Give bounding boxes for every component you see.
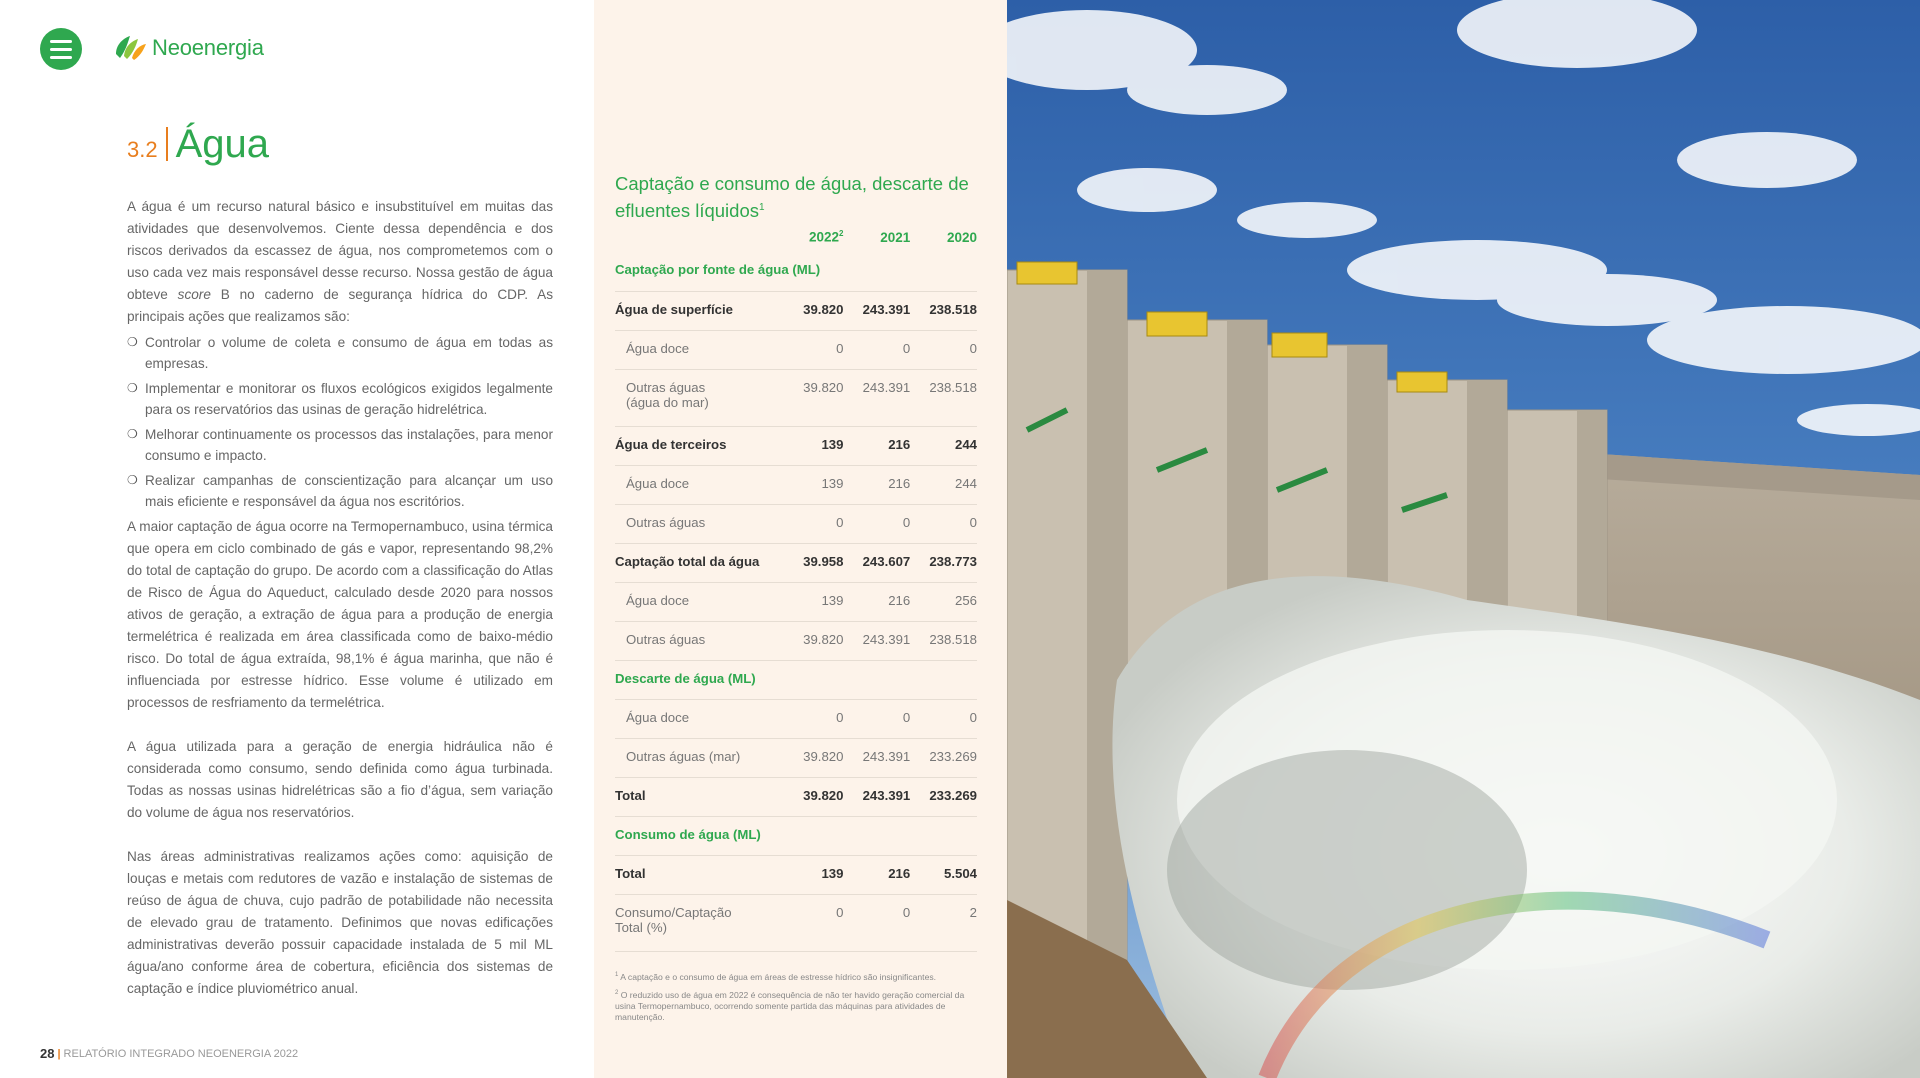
section-divider — [166, 127, 168, 161]
table-title: Captação e consumo de água, descarte de efluentes líquidos$^1$ — [615, 173, 969, 222]
table-row — [615, 330, 977, 369]
table-row — [615, 426, 977, 465]
brand-logo[interactable] — [112, 32, 264, 64]
row-label: Água doce — [626, 340, 690, 356]
column-header: 2022$^2$ — [808, 229, 844, 245]
table-row — [615, 543, 977, 582]
cell-value: 233.269 — [929, 748, 977, 764]
cell-value: 216 — [888, 592, 911, 608]
cell-value: 0 — [836, 514, 844, 530]
row-label: Consumo/Captação Total (%) — [615, 904, 732, 935]
cell-value: 39.820 — [803, 379, 844, 395]
cell-value: 139 — [821, 592, 844, 608]
row-label: Outras águas — [626, 514, 706, 530]
row-label: Água de superfície — [615, 301, 733, 317]
section-title: Água — [175, 122, 270, 166]
cell-value: 238.518 — [929, 301, 977, 317]
cell-value: 0 — [836, 340, 844, 356]
section-heading — [127, 122, 269, 167]
row-label: Água doce — [626, 592, 690, 608]
column-header: 2020 — [946, 229, 977, 245]
table-row — [615, 504, 977, 543]
row-label: Água doce — [626, 709, 690, 725]
table-row — [615, 777, 977, 816]
termopernambuco-paragraph: A maior captação de água ocorre na Termopernambuco, usina térmica que opera em ciclo combinado de gás e vapor, representando 98,2% do total de captação do grupo. De acordo com a classificação do Atlas de Risco de Água do Aqueduct, calculado desde 2020 para nossos ativos de geração, a extração de água para a produção de energia termelétrica é realizada em área classificada como de baixo-médio risco. Do total de água extraída, 98,1% é água marinha, que não é influenciada por estresse hídrico. Esse volume é utilizado em processos de resfriamento da termelétrica. — [127, 519, 553, 710]
table-category-row — [615, 252, 977, 291]
row-label: Outras águas (mar) — [626, 748, 741, 764]
cell-value: 0 — [902, 904, 911, 920]
cell-value: 0 — [902, 709, 911, 725]
cell-value: 243.391 — [862, 379, 911, 395]
cell-value: 244 — [954, 475, 977, 491]
cell-value: 238.518 — [929, 631, 977, 647]
cell-value: 238.518 — [929, 379, 977, 395]
row-label: Outras águas — [626, 631, 706, 647]
cell-value: 39.820 — [803, 748, 844, 764]
table-row — [615, 291, 977, 330]
list-item: ❍ Melhorar continuamente os processos das instalações, para menor consumo e impacto. — [127, 424, 553, 466]
footnote: $^2$ O reduzido uso de água em 2022 é consequência de não ter havido geração comercial da usina Termopernambuco, ocorrendo somente partida das máquinas para atividades de manutenção. — [615, 989, 965, 1022]
admin-paragraph: Nas áreas administrativas realizamos ações como: aquisição de louças e metais com redutores de vazão e instalação de sistemas de reúso de água de chuva, cujo padrão de potabilidade não necessita de elevado grau de tratamento. Definimos que novas edificações administrativas deverão possuir capacidade instalada de 5 mil ML água/ano conforme área de cobertura, eficiência dos sistemas de captação e índice pluviométrico anual. — [127, 849, 553, 996]
cell-value: 0 — [902, 514, 911, 530]
text-column — [0, 0, 594, 1078]
cell-value: 0 — [836, 904, 844, 920]
table-row — [615, 855, 977, 894]
cell-value: 39.958 — [803, 553, 844, 569]
cell-value: 39.820 — [803, 787, 844, 803]
table-row — [615, 582, 977, 621]
list-item: ❍ Realizar campanhas de conscientização para alcançar um uso mais eficiente e responsável da água nos escritórios. — [127, 470, 553, 512]
footnote: $^1$ A captação e o consumo de água em áreas de estresse hídrico são insignificantes. — [615, 971, 937, 982]
table-panel — [594, 0, 1007, 1078]
category-label: Consumo de água (ML) — [615, 826, 761, 842]
row-label: Total — [615, 865, 646, 881]
row-label: Água doce — [626, 475, 690, 491]
cell-value: 216 — [888, 865, 911, 881]
cell-value: 243.607 — [862, 553, 911, 569]
cell-value: 256 — [954, 592, 977, 608]
cell-value: 216 — [888, 436, 911, 452]
row-label: Total — [615, 787, 646, 803]
section-number: 3.2 — [127, 137, 158, 162]
table-row — [615, 621, 977, 660]
table-category-row — [615, 660, 977, 699]
hydroelectric-dam-spillway-photo — [1007, 0, 1920, 1078]
cell-value: 244 — [954, 436, 977, 452]
actions-list — [127, 332, 553, 512]
table-row — [615, 738, 977, 777]
cell-value: 243.391 — [862, 631, 911, 647]
cell-value: 243.391 — [862, 787, 911, 803]
cell-value: 0 — [969, 709, 977, 725]
hydro-paragraph: A água utilizada para a geração de energia hidráulica não é considerada como consumo, sendo definida como água turbinada. Todas as nossas usinas hidrelétricas são a fio d’água, sem variação do volume de água nos reservatórios. — [127, 739, 553, 820]
cell-value: 233.269 — [929, 787, 977, 803]
cell-value: 0 — [836, 709, 844, 725]
category-label: Captação por fonte de água (ML) — [615, 262, 821, 277]
cell-value: 243.391 — [862, 748, 911, 764]
cell-value: 238.773 — [929, 553, 977, 569]
table-row — [615, 894, 977, 951]
page-footer: 28 | RELATÓRIO INTEGRADO NEOENERGIA 2022 — [40, 1046, 299, 1061]
cell-value: 0 — [902, 340, 911, 356]
cell-value: 139 — [821, 475, 844, 491]
brand-name: Neoenergia — [152, 35, 264, 60]
water-table — [615, 226, 977, 952]
cell-value: 243.391 — [862, 301, 911, 317]
page-number: 28 — [40, 1046, 55, 1061]
list-item: ❍ Controlar o volume de coleta e consumo de água em todas as empresas. — [127, 332, 553, 374]
cell-value: 139 — [821, 865, 844, 881]
table-row — [615, 699, 977, 738]
cell-value: 0 — [969, 514, 977, 530]
neoenergia-leaf-icon — [112, 32, 148, 64]
intro-paragraph: A água é um recurso natural básico e insubstituível em muitas das atividades que desenvolvemos. Ciente dessa dependência e dos riscos derivados da escassez de água, nos comprometemos com o uso cada vez mais responsável desse recurso. Nossa gestão de água obteve score B no caderno de segurança hídrica do CDP. As principais ações que realizamos são: — [127, 199, 553, 324]
cell-value: 2 — [969, 904, 977, 920]
column-header: 2021 — [880, 229, 911, 245]
row-label: Outras águas (água do mar) — [626, 379, 709, 410]
category-label: Descarte de água (ML) — [615, 670, 756, 686]
cell-value: 39.820 — [803, 301, 844, 317]
row-label: Captação total da água — [615, 553, 760, 569]
list-item: ❍ Implementar e monitorar os fluxos ecológicos exigidos legalmente para os reservatórios das usinas de geração hidrelétrica. — [127, 378, 553, 420]
cell-value: 139 — [821, 436, 844, 452]
hamburger-menu-icon[interactable] — [40, 28, 82, 70]
table-row — [615, 465, 977, 504]
report-name: RELATÓRIO INTEGRADO NEOENERGIA 2022 — [63, 1047, 299, 1060]
row-label: Água de terceiros — [615, 436, 727, 452]
cell-value: 216 — [888, 475, 911, 491]
footnotes — [615, 970, 985, 1028]
cell-value: 39.820 — [803, 631, 844, 647]
cell-value: 0 — [969, 340, 977, 356]
cell-value: 5.504 — [943, 865, 977, 881]
table-category-row — [615, 816, 977, 855]
body-text — [127, 196, 553, 1000]
table-row — [615, 369, 977, 426]
dam-illustration — [1007, 0, 1920, 1078]
